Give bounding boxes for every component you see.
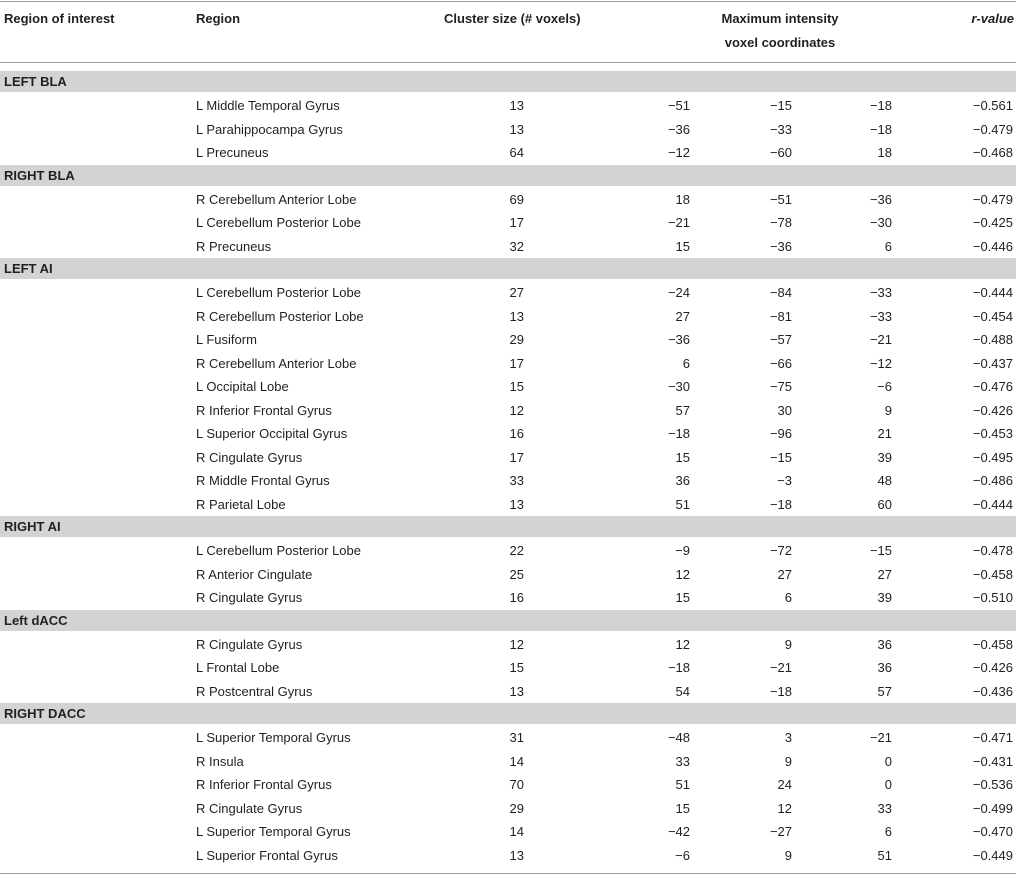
cell-cluster-size: 17 xyxy=(509,450,524,465)
cell-r-value: −0.499 xyxy=(972,801,1013,816)
cell-cluster-size: 17 xyxy=(509,356,524,371)
cell-cluster-size: 33 xyxy=(509,473,524,488)
cell-x-coordinate: 18 xyxy=(675,192,690,207)
cell-x-coordinate: −18 xyxy=(667,426,690,441)
cell-z-coordinate: −15 xyxy=(869,543,892,558)
cell-y-coordinate: −84 xyxy=(769,285,792,300)
cell-y-coordinate: −36 xyxy=(769,239,792,254)
cell-z-coordinate: 9 xyxy=(884,403,892,418)
cell-z-coordinate: −6 xyxy=(877,379,892,394)
cell-cluster-size: 16 xyxy=(509,590,524,605)
cell-r-value: −0.486 xyxy=(972,473,1013,488)
cell-y-coordinate: −33 xyxy=(769,122,792,137)
table-row xyxy=(0,281,1016,304)
cell-x-coordinate: 27 xyxy=(675,309,690,324)
cell-region: R Cingulate Gyrus xyxy=(196,590,303,605)
cell-z-coordinate: 36 xyxy=(877,660,892,675)
cell-r-value: −0.561 xyxy=(972,98,1013,113)
cell-x-coordinate: −6 xyxy=(675,848,690,863)
cell-x-coordinate: 12 xyxy=(675,637,690,652)
cell-x-coordinate: 12 xyxy=(675,567,690,582)
cell-y-coordinate: 9 xyxy=(784,754,792,769)
cell-r-value: −0.478 xyxy=(972,543,1013,558)
cell-z-coordinate: 36 xyxy=(877,637,892,652)
cell-r-value: −0.453 xyxy=(972,426,1013,441)
cell-cluster-size: 32 xyxy=(509,239,524,254)
cell-r-value: −0.458 xyxy=(972,637,1013,652)
cell-cluster-size: 25 xyxy=(509,567,524,582)
cell-region: R Inferior Frontal Gyrus xyxy=(196,403,332,418)
table-row xyxy=(0,680,1016,703)
header-region: Region xyxy=(196,11,241,26)
cell-r-value: −0.449 xyxy=(972,848,1013,863)
cell-y-coordinate: −81 xyxy=(769,309,792,324)
cell-x-coordinate: −36 xyxy=(667,332,690,347)
cell-r-value: −0.471 xyxy=(972,730,1013,745)
cell-z-coordinate: 27 xyxy=(877,567,892,582)
cell-cluster-size: 70 xyxy=(509,777,524,792)
cell-r-value: −0.510 xyxy=(972,590,1013,605)
cell-cluster-size: 13 xyxy=(509,497,524,512)
cell-region: L Superior Frontal Gyrus xyxy=(196,848,338,863)
cell-region: R Middle Frontal Gyrus xyxy=(196,473,330,488)
cell-cluster-size: 22 xyxy=(509,543,524,558)
cell-region: L Superior Temporal Gyrus xyxy=(196,730,351,745)
group-header-row xyxy=(0,71,1016,92)
cell-x-coordinate: 15 xyxy=(675,801,690,816)
cell-y-coordinate: 9 xyxy=(784,848,792,863)
cell-y-coordinate: −96 xyxy=(769,426,792,441)
table-row xyxy=(0,563,1016,586)
cell-r-value: −0.479 xyxy=(972,192,1013,207)
table-row xyxy=(0,352,1016,375)
cell-x-coordinate: 15 xyxy=(675,239,690,254)
cell-z-coordinate: 57 xyxy=(877,684,892,699)
cell-r-value: −0.454 xyxy=(972,309,1013,324)
cell-cluster-size: 14 xyxy=(509,824,524,839)
cell-cluster-size: 29 xyxy=(509,332,524,347)
cell-y-coordinate: 27 xyxy=(777,567,792,582)
cell-y-coordinate: −3 xyxy=(777,473,792,488)
header-region-of-interest: Region of interest xyxy=(4,11,115,26)
table-row xyxy=(0,328,1016,351)
table-row xyxy=(0,586,1016,609)
header-r-value-label: r-value xyxy=(971,11,1014,26)
cell-y-coordinate: −18 xyxy=(769,497,792,512)
table-row xyxy=(0,446,1016,469)
cell-cluster-size: 12 xyxy=(509,403,524,418)
cell-cluster-size: 15 xyxy=(509,660,524,675)
cell-y-coordinate: −51 xyxy=(769,192,792,207)
cell-r-value: −0.436 xyxy=(972,684,1013,699)
group-label: Left dACC xyxy=(4,612,68,628)
cell-z-coordinate: −12 xyxy=(869,356,892,371)
cell-x-coordinate: −9 xyxy=(675,543,690,558)
group-header-row xyxy=(0,703,1016,724)
cell-cluster-size: 29 xyxy=(509,801,524,816)
cell-x-coordinate: 15 xyxy=(675,590,690,605)
cell-z-coordinate: 6 xyxy=(884,824,892,839)
group-label: RIGHT AI xyxy=(4,519,61,534)
table-row xyxy=(0,726,1016,749)
cell-cluster-size: 69 xyxy=(509,192,524,207)
cell-z-coordinate: 6 xyxy=(884,239,892,254)
table-row xyxy=(0,375,1016,398)
cell-region: L Cerebellum Posterior Lobe xyxy=(196,215,361,230)
cell-y-coordinate: −78 xyxy=(769,215,792,230)
header-r-value xyxy=(971,7,1014,31)
table-row xyxy=(0,94,1016,117)
cell-x-coordinate: −42 xyxy=(667,824,690,839)
table-bottom-rule xyxy=(0,873,1016,874)
cell-y-coordinate: −72 xyxy=(769,543,792,558)
table-row xyxy=(0,422,1016,445)
cell-x-coordinate: −36 xyxy=(667,122,690,137)
cell-r-value: −0.468 xyxy=(972,145,1013,160)
cell-y-coordinate: 12 xyxy=(777,801,792,816)
cell-x-coordinate: 6 xyxy=(682,356,690,371)
cell-cluster-size: 13 xyxy=(509,309,524,324)
cell-cluster-size: 13 xyxy=(509,848,524,863)
group-header-row xyxy=(0,258,1016,279)
table-top-rule xyxy=(0,1,1016,2)
cell-region: R Inferior Frontal Gyrus xyxy=(196,777,332,792)
cell-region: L Superior Temporal Gyrus xyxy=(196,824,351,839)
cell-z-coordinate: 60 xyxy=(877,497,892,512)
cell-x-coordinate: −51 xyxy=(667,98,690,113)
cell-region: L Cerebellum Posterior Lobe xyxy=(196,543,361,558)
table-row xyxy=(0,656,1016,679)
cell-r-value: −0.476 xyxy=(972,379,1013,394)
cell-z-coordinate: 39 xyxy=(877,590,892,605)
cell-y-coordinate: −15 xyxy=(769,98,792,113)
cell-z-coordinate: −36 xyxy=(869,192,892,207)
cell-z-coordinate: 39 xyxy=(877,450,892,465)
table-row xyxy=(0,141,1016,164)
cell-region: L Occipital Lobe xyxy=(196,379,289,394)
cell-region: R Anterior Cingulate xyxy=(196,567,313,582)
cell-y-coordinate: −21 xyxy=(769,660,792,675)
cell-region: R Cingulate Gyrus xyxy=(196,801,303,816)
cell-z-coordinate: 0 xyxy=(884,777,892,792)
cell-x-coordinate: 51 xyxy=(675,497,690,512)
cell-x-coordinate: 33 xyxy=(675,754,690,769)
cell-cluster-size: 15 xyxy=(509,379,524,394)
cell-r-value: −0.458 xyxy=(972,567,1013,582)
cell-cluster-size: 31 xyxy=(509,730,524,745)
group-header-row xyxy=(0,165,1016,186)
cell-x-coordinate: 51 xyxy=(675,777,690,792)
cell-x-coordinate: −21 xyxy=(667,215,690,230)
cell-region: R Cingulate Gyrus xyxy=(196,450,303,465)
cell-x-coordinate: −12 xyxy=(667,145,690,160)
cell-region: L Parahippocampa Gyrus xyxy=(196,122,343,137)
cell-cluster-size: 17 xyxy=(509,215,524,230)
cell-r-value: −0.470 xyxy=(972,824,1013,839)
cell-x-coordinate: −18 xyxy=(667,660,690,675)
table-row xyxy=(0,469,1016,492)
cell-region: L Cerebellum Posterior Lobe xyxy=(196,285,361,300)
table-row xyxy=(0,539,1016,562)
cell-z-coordinate: 33 xyxy=(877,801,892,816)
cell-z-coordinate: 21 xyxy=(877,426,892,441)
cell-x-coordinate: 15 xyxy=(675,450,690,465)
cell-cluster-size: 13 xyxy=(509,122,524,137)
table-row xyxy=(0,188,1016,211)
cell-x-coordinate: −24 xyxy=(667,285,690,300)
cell-z-coordinate: −30 xyxy=(869,215,892,230)
cell-x-coordinate: 36 xyxy=(675,473,690,488)
cell-x-coordinate: −48 xyxy=(667,730,690,745)
cell-y-coordinate: 9 xyxy=(784,637,792,652)
cell-r-value: −0.425 xyxy=(972,215,1013,230)
cell-cluster-size: 13 xyxy=(509,684,524,699)
table-row xyxy=(0,399,1016,422)
table-row xyxy=(0,493,1016,516)
cell-r-value: −0.426 xyxy=(972,403,1013,418)
cell-region: L Frontal Lobe xyxy=(196,660,280,675)
group-label: RIGHT DACC xyxy=(4,706,86,721)
header-coordinates-line1: Maximum intensity xyxy=(721,11,839,26)
cell-r-value: −0.431 xyxy=(972,754,1013,769)
header-coordinates-line2: voxel coordinates xyxy=(724,35,836,50)
cell-r-value: −0.446 xyxy=(972,239,1013,254)
cell-r-value: −0.437 xyxy=(972,356,1013,371)
cell-cluster-size: 64 xyxy=(509,145,524,160)
cell-r-value: −0.536 xyxy=(972,777,1013,792)
cell-r-value: −0.488 xyxy=(972,332,1013,347)
cell-y-coordinate: −15 xyxy=(769,450,792,465)
cell-y-coordinate: 3 xyxy=(784,730,792,745)
cell-cluster-size: 13 xyxy=(509,98,524,113)
cell-z-coordinate: −33 xyxy=(869,285,892,300)
cell-r-value: −0.479 xyxy=(972,122,1013,137)
cell-region: R Cerebellum Posterior Lobe xyxy=(196,309,364,324)
cell-z-coordinate: 51 xyxy=(877,848,892,863)
table-row xyxy=(0,633,1016,656)
cell-y-coordinate: −75 xyxy=(769,379,792,394)
cell-y-coordinate: 6 xyxy=(784,590,792,605)
cell-region: L Fusiform xyxy=(196,332,257,347)
cell-region: L Superior Occipital Gyrus xyxy=(196,426,348,441)
group-label: LEFT BLA xyxy=(4,74,67,89)
cell-z-coordinate: 18 xyxy=(877,145,892,160)
cell-cluster-size: 16 xyxy=(509,426,524,441)
cell-region: R Cerebellum Anterior Lobe xyxy=(196,356,357,371)
cell-x-coordinate: 57 xyxy=(675,403,690,418)
cell-cluster-size: 12 xyxy=(509,637,524,652)
cell-z-coordinate: 48 xyxy=(877,473,892,488)
cell-cluster-size: 14 xyxy=(509,754,524,769)
group-header-row xyxy=(0,610,1016,631)
cell-z-coordinate: −21 xyxy=(869,730,892,745)
table-row xyxy=(0,211,1016,234)
cell-z-coordinate: −21 xyxy=(869,332,892,347)
cell-z-coordinate: 0 xyxy=(884,754,892,769)
cell-y-coordinate: −57 xyxy=(769,332,792,347)
group-label: RIGHT BLA xyxy=(4,167,75,183)
table-row xyxy=(0,118,1016,141)
cell-y-coordinate: 24 xyxy=(777,777,792,792)
table-row xyxy=(0,750,1016,773)
cell-region: R Cingulate Gyrus xyxy=(196,637,303,652)
cell-y-coordinate: −60 xyxy=(769,145,792,160)
cell-r-value: −0.444 xyxy=(972,497,1013,512)
cell-cluster-size: 27 xyxy=(509,285,524,300)
cell-region: L Middle Temporal Gyrus xyxy=(196,98,340,113)
cell-r-value: −0.495 xyxy=(972,450,1013,465)
cell-y-coordinate: 30 xyxy=(777,403,792,418)
group-header-row xyxy=(0,516,1016,537)
header-rule xyxy=(0,62,1016,63)
cell-region: L Precuneus xyxy=(196,145,269,160)
cell-region: R Postcentral Gyrus xyxy=(196,684,313,699)
group-label: LEFT AI xyxy=(4,261,53,276)
table-row xyxy=(0,844,1016,867)
cell-r-value: −0.426 xyxy=(972,660,1013,675)
cell-y-coordinate: −66 xyxy=(769,356,792,371)
cell-x-coordinate: −30 xyxy=(667,379,690,394)
table-row xyxy=(0,797,1016,820)
cell-z-coordinate: −33 xyxy=(869,309,892,324)
cell-x-coordinate: 54 xyxy=(675,684,690,699)
cell-y-coordinate: −18 xyxy=(769,684,792,699)
cell-region: R Insula xyxy=(196,754,244,769)
table-row xyxy=(0,305,1016,328)
cell-y-coordinate: −27 xyxy=(769,824,792,839)
cell-region: R Cerebellum Anterior Lobe xyxy=(196,192,357,207)
cell-z-coordinate: −18 xyxy=(869,98,892,113)
header-coordinates xyxy=(700,7,860,55)
header-cluster-size: Cluster size (# voxels) xyxy=(444,11,581,26)
cell-r-value: −0.444 xyxy=(972,285,1013,300)
table-row xyxy=(0,773,1016,796)
cell-region: R Parietal Lobe xyxy=(196,497,286,512)
table-row xyxy=(0,235,1016,258)
cell-region: R Precuneus xyxy=(196,239,272,254)
table-row xyxy=(0,820,1016,843)
cell-z-coordinate: −18 xyxy=(869,122,892,137)
